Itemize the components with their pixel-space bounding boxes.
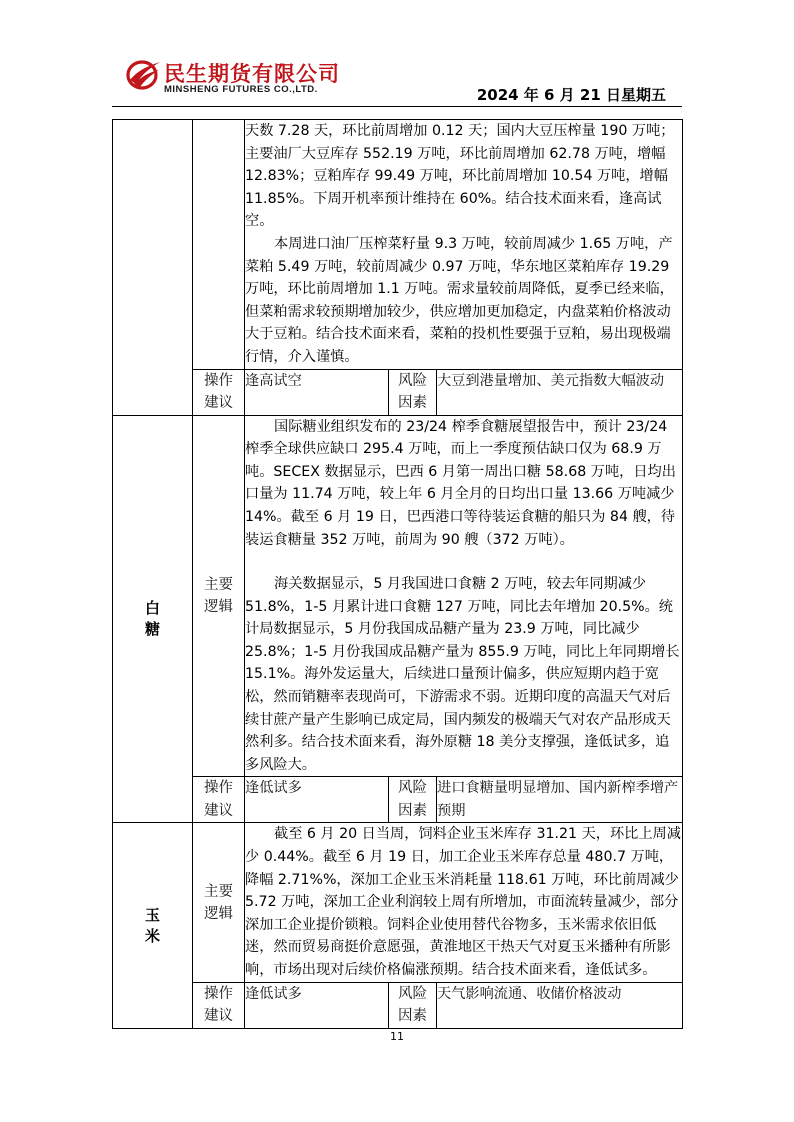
meal-paragraph-2: 本周进口油厂压榨菜籽量 9.3 万吨，较前周减少 1.65 万吨，产菜粕 5.49 万吨，较前周减少 0.97 万吨，华东地区菜粕库存 19.29 万吨，环比前周增加 1.1 万吨。需求量较前周降低，夏季已经来临，但菜粕需求较预期增加较少，供应增加更加稳定，内盘菜粕价格波动大于豆粕。结合技术面来看，菜粕的投机性要强于豆粕，易出现极端行情，介入谨慎。 (245, 235, 674, 365)
op-label-text: 操作建议 (204, 372, 233, 412)
corn-logic-row (113, 823, 683, 982)
logic-label-text: 主要逻辑 (204, 883, 233, 922)
sugar-op-row (113, 777, 683, 823)
op-label-text: 操作建议 (204, 780, 233, 819)
meal-logic-row (113, 120, 683, 370)
corn-logic-text (245, 823, 683, 982)
corn-paragraph-1: 截至 6 月 20 日当周，饲料企业玉米库存 31.21 天，环比上周减少 0.44%。截至 6 月 19 日，加工企业玉米库存总量 480.7 万吨，降幅 2.71%%，深加工企业玉米消耗量 118.61 万吨，环比前周减少 5.72 万吨，深加工企业利润较上周有所增加，市面流转量减少，部分深加工企业提价锁粮。饲料企业使用替代谷物多，玉米需求依旧低迷，然而贸易商挺价意愿强，黄淮地区干热天气对夏玉米播种有所影响，市场出现对后续价格偏涨预期。结合技术面来看，逢低试多。 (245, 826, 681, 978)
corn-risk-value: 天气影响流通、收储价格波动 (437, 982, 683, 1028)
sugar-paragraph-1: 国际糖业组织发布的 23/24 榨季食糖展望报告中，预计 23/24 榨季全球供应缺口 295.4 万吨，而上一季度预估缺口仅为 68.9 万吨。SECEX 数据显示，巴西 6 月第一周出口糖 58.68 万吨，日均出口量为 11.74 万吨，较上年 6 月全月的日均出口量 13.66 万吨减少 14%。截至 6 月 19 日，巴西港口等待装运食糖的船只为 84 艘，待装运食糖量 352 万吨，前周为 90 艘（372 万吨）。 (245, 418, 676, 548)
meal-op-value: 逢高试空 (245, 369, 389, 415)
page-number: 11 (390, 1030, 404, 1043)
header-divider (112, 106, 682, 107)
sugar-op-label (193, 777, 245, 823)
sugar-logic-text (245, 415, 683, 777)
corn-op-label (193, 982, 245, 1028)
risk-label-text: 风险因素 (398, 985, 427, 1025)
corn-name: 玉米 (144, 905, 160, 945)
sugar-logic-row (113, 415, 683, 777)
risk-label-text: 风险因素 (398, 780, 427, 819)
report-date: 2024 年 6 月 21 日星期五 (476, 86, 666, 104)
meal-logic-label (193, 120, 245, 370)
corn-commodity-cell (113, 823, 193, 1028)
sugar-paragraph-2: 海关数据显示，5 月我国进口食糖 2 万吨，较去年同期减少 51.8%，1-5 月累计进口食糖 127 万吨，同比去年增加 20.5%。统计局数据显示，5 月份我国成品糖产量为 23.9 万吨，同比减少 25.8%；1-5 月份我国成品糖产量为 855.9 万吨，同比上年同期增长 15.1%。海外发运量大，后续进口量预计偏多，供应短期内趋于宽松，然而销糖率表现尚可，下游需求不弱。近期印度的高温天气对后续甘蔗产量产生影响已成定局，国内频发的极端天气对农产品形成天然利多。结合技术面来看，海外原糖 18 美分支撑强，逢低试多，追多风险大。 (245, 576, 680, 773)
logo-chinese-name: 民生期货有限公司 (164, 62, 340, 86)
logic-label-text: 主要逻辑 (204, 576, 233, 615)
meal-risk-label (389, 369, 437, 415)
risk-label-text: 风险因素 (398, 372, 427, 412)
sugar-logic-label (193, 415, 245, 777)
meal-op-label (193, 369, 245, 415)
sugar-op-value: 逢低试多 (245, 777, 389, 823)
sugar-risk-value: 进口食糖量明显增加、国内新榨季增产预期 (437, 777, 683, 823)
corn-op-value: 逢低试多 (245, 982, 389, 1028)
sugar-commodity-cell (113, 415, 193, 823)
meal-logic-text (245, 120, 683, 370)
meal-paragraph-1: 天数 7.28 天，环比前周增加 0.12 天；国内大豆压榨量 190 万吨；主要油厂大豆库存 552.19 万吨，环比前周增加 62.78 万吨，增幅 12.83%；豆粕库存 99.49 万吨，环比前周增加 10.54 万吨，增幅 11.85%。下周开机率预计维持在 60%。结合技术面来看，逢高试空。 (245, 123, 675, 230)
meal-risk-value: 大豆到港量增加、美元指数大幅波动 (437, 369, 683, 415)
company-logo (126, 58, 366, 102)
logo-english-name: MINSHENG FUTURES CO.,LTD. (164, 84, 318, 95)
sugar-name: 白糖 (144, 598, 160, 638)
op-label-text: 操作建议 (204, 985, 233, 1025)
strategy-table (112, 119, 683, 1029)
corn-risk-label (389, 982, 437, 1028)
meal-commodity-cell (113, 120, 193, 416)
sugar-risk-label (389, 777, 437, 823)
meal-op-row (113, 369, 683, 415)
corn-op-row (113, 982, 683, 1028)
minsheng-logo-icon (126, 58, 162, 90)
corn-logic-label (193, 823, 245, 982)
